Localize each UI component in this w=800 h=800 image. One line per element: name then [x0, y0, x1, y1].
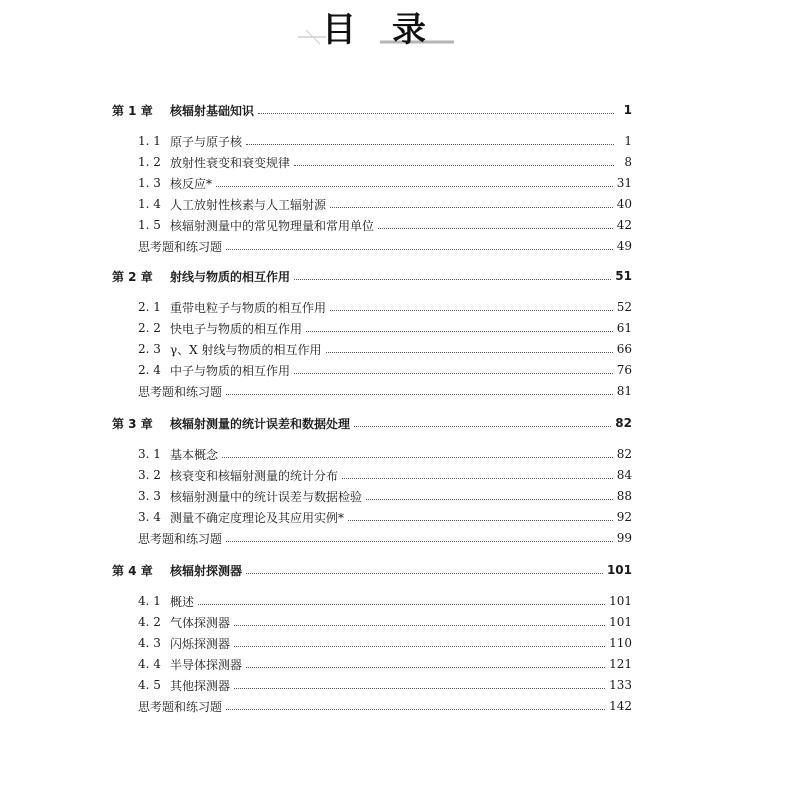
- section-entry[interactable]: [112, 215, 632, 235]
- dot-leader: [234, 688, 605, 689]
- section-number: 4. 2: [138, 615, 161, 629]
- dot-leader: [330, 207, 613, 208]
- section-number: 2. 4: [138, 363, 161, 377]
- section-entry[interactable]: [112, 591, 632, 611]
- section-title: 测量不确定度理论及其应用实例*: [170, 510, 345, 525]
- section-entry[interactable]: [112, 131, 632, 151]
- section-entry[interactable]: [112, 444, 632, 464]
- section-entry[interactable]: [112, 612, 632, 632]
- section-title: 核衰变和核辐射测量的统计分布: [170, 468, 339, 483]
- page-number: 42: [616, 218, 632, 232]
- section-title: 概述: [170, 594, 195, 609]
- page-number: 51: [615, 269, 632, 283]
- section-title: 原子与原子核: [170, 134, 243, 149]
- section-number: 3. 1: [138, 447, 161, 461]
- exercise-entry[interactable]: [112, 236, 632, 256]
- page-number: 61: [616, 321, 632, 335]
- section-number: 2. 2: [138, 321, 161, 335]
- dot-leader: [306, 331, 613, 332]
- page-number: 99: [616, 531, 632, 545]
- chapter-title: 核辐射测量的统计误差和数据处理: [170, 416, 351, 431]
- chapter-title: 核辐射基础知识: [170, 103, 255, 118]
- dot-leader: [258, 113, 614, 114]
- section-title: 其他探测器: [170, 678, 231, 693]
- dot-leader: [234, 646, 605, 647]
- page-number: 142: [609, 699, 632, 713]
- chapter-entry[interactable]: [112, 266, 632, 286]
- dot-leader: [378, 228, 613, 229]
- page-number: 82: [615, 416, 632, 430]
- section-number: 3. 2: [138, 468, 161, 482]
- section-entry[interactable]: [112, 297, 632, 317]
- dot-leader: [330, 310, 613, 311]
- dot-leader: [234, 625, 605, 626]
- dot-leader: [198, 604, 605, 605]
- page-number: 49: [616, 239, 632, 253]
- dot-leader: [294, 279, 611, 280]
- chapter-number: 第 2 章: [112, 269, 153, 284]
- section-title: 基本概念: [170, 447, 219, 462]
- page-number: 31: [616, 176, 632, 190]
- section-entry[interactable]: [112, 507, 632, 527]
- section-entry[interactable]: [112, 675, 632, 695]
- chapter-entry[interactable]: [112, 100, 632, 120]
- section-entry[interactable]: [112, 318, 632, 338]
- page-number: 52: [616, 300, 632, 314]
- dot-leader: [342, 478, 613, 479]
- chapter-number: 第 1 章: [112, 103, 153, 118]
- section-title: 快电子与物质的相互作用: [170, 321, 303, 336]
- page-number: 101: [609, 594, 632, 608]
- page-number: 84: [616, 468, 632, 482]
- section-entry[interactable]: [112, 152, 632, 172]
- section-entry[interactable]: [112, 486, 632, 506]
- section-title: 人工放射性核素与人工辐射源: [170, 197, 327, 212]
- exercise-entry[interactable]: [112, 381, 632, 401]
- dot-leader: [216, 186, 613, 187]
- exercise-entry[interactable]: [112, 696, 632, 716]
- section-entry[interactable]: [112, 633, 632, 653]
- section-entry[interactable]: [112, 654, 632, 674]
- section-number: 1. 1: [138, 134, 161, 148]
- dot-leader: [246, 144, 614, 145]
- exercise-title: 思考题和练习题: [138, 239, 223, 254]
- exercise-title: 思考题和练习题: [138, 384, 223, 399]
- page-number: 1: [623, 103, 632, 117]
- dot-leader: [226, 394, 613, 395]
- dot-leader: [222, 457, 613, 458]
- page-number: 110: [609, 636, 632, 650]
- dot-leader: [226, 709, 605, 710]
- page-title: 目录: [322, 10, 462, 50]
- dot-leader: [226, 541, 613, 542]
- section-entry[interactable]: [112, 465, 632, 485]
- page-number: 133: [609, 678, 632, 692]
- section-entry[interactable]: [112, 339, 632, 359]
- section-title: γ、X 射线与物质的相互作用: [170, 342, 322, 357]
- dot-leader: [354, 426, 611, 427]
- section-number: 4. 5: [138, 678, 161, 692]
- section-title: 气体探测器: [170, 615, 231, 630]
- section-title: 核辐射测量中的统计误差与数据检验: [170, 489, 363, 504]
- dot-leader: [246, 667, 605, 668]
- dot-leader: [246, 573, 603, 574]
- section-number: 2. 3: [138, 342, 161, 356]
- section-number: 2. 1: [138, 300, 161, 314]
- section-number: 4. 3: [138, 636, 161, 650]
- section-entry[interactable]: [112, 360, 632, 380]
- page-number: 1: [624, 134, 632, 148]
- section-title: 放射性衰变和衰变规律: [170, 155, 291, 170]
- dot-leader: [366, 499, 613, 500]
- section-title: 重带电粒子与物质的相互作用: [170, 300, 327, 315]
- dot-leader: [348, 520, 613, 521]
- page-number: 101: [609, 615, 632, 629]
- page-number: 82: [616, 447, 632, 461]
- exercise-title: 思考题和练习题: [138, 531, 223, 546]
- section-number: 1. 5: [138, 218, 161, 232]
- chapter-title: 射线与物质的相互作用: [170, 269, 291, 284]
- section-number: 3. 3: [138, 489, 161, 503]
- page-number: 76: [616, 363, 632, 377]
- page-number: 92: [616, 510, 632, 524]
- section-number: 1. 3: [138, 176, 161, 190]
- section-number: 3. 4: [138, 510, 161, 524]
- section-number: 4. 4: [138, 657, 161, 671]
- chapter-number: 第 3 章: [112, 416, 153, 431]
- section-title: 中子与物质的相互作用: [170, 363, 291, 378]
- page-number: 81: [616, 384, 632, 398]
- page-number: 121: [609, 657, 632, 671]
- section-number: 1. 4: [138, 197, 161, 211]
- section-title: 核辐射测量中的常见物理量和常用单位: [170, 218, 375, 233]
- section-entry[interactable]: [112, 173, 632, 193]
- dot-leader: [294, 165, 614, 166]
- section-title: 闪烁探测器: [170, 636, 231, 651]
- chapter-title: 核辐射探测器: [170, 563, 243, 578]
- section-title: 半导体探测器: [170, 657, 243, 672]
- dot-leader: [294, 373, 613, 374]
- exercise-title: 思考题和练习题: [138, 699, 223, 714]
- section-title: 核反应*: [170, 176, 213, 191]
- title-area: [0, 0, 800, 60]
- page-number: 88: [616, 489, 632, 503]
- dot-leader: [326, 352, 613, 353]
- chapter-entry[interactable]: [112, 560, 632, 580]
- section-entry[interactable]: [112, 194, 632, 214]
- page-number: 40: [616, 197, 632, 211]
- exercise-entry[interactable]: [112, 528, 632, 548]
- section-number: 1. 2: [138, 155, 161, 169]
- section-number: 4. 1: [138, 594, 161, 608]
- page-number: 66: [616, 342, 632, 356]
- page-number: 101: [606, 563, 632, 577]
- dot-leader: [226, 249, 613, 250]
- chapter-number: 第 4 章: [112, 563, 153, 578]
- page-number: 8: [624, 155, 632, 169]
- chapter-entry[interactable]: [112, 413, 632, 433]
